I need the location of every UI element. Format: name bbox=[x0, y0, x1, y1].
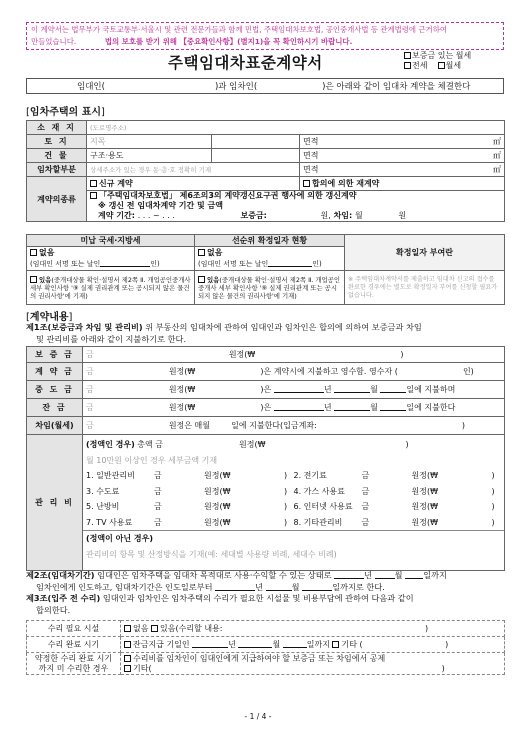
unpaid-exists-cell[interactable]: 있음(중개대상물 확인·설명서 제2쪽 Ⅱ. 개업공인중개사 세부 확인사항 '⑨ 실제 권리관계 또는 공시되지 않은 물건의 권리사항'에 기재) bbox=[27, 271, 195, 305]
checkbox-icon bbox=[151, 625, 158, 632]
land-type[interactable]: 지목 bbox=[87, 135, 212, 149]
notice-line2 bbox=[31, 36, 499, 48]
middle-payment-field[interactable]: 금 원정(₩ )은 년 월 일에 지불하며 bbox=[83, 381, 505, 399]
checkbox-icon bbox=[124, 625, 131, 632]
article1-text: 제1조(보증금과 차임 및 관리비) 위 부동산의 임대차에 관하여 임대인과 임차인은 합의에 의하여 보증금과 차임 및 관리비를 아래와 같이 지불하기로 한다. bbox=[26, 322, 422, 344]
priority-exists-cell[interactable]: 있음(중개대상물 확인·설명서 제2쪽 Ⅱ. 개업공인중개사 세부 확인사항 '⑨ 실제 권리관계 또는 공시되지 않은 물건의 권리사항'에 기재) bbox=[195, 271, 345, 305]
tax-priority-table bbox=[26, 234, 505, 305]
fee-item[interactable]: 7. TV 사용료 금 원정(₩ ) bbox=[86, 517, 288, 527]
checkbox-icon bbox=[303, 180, 310, 187]
repair-need-field[interactable]: 없음 있음(수리할 내용: ) bbox=[121, 621, 505, 637]
article3-text: 제3조(입주 전 수리) 임대인과 임차인은 임차주택의 수리가 필요한 시설물 및 비용부담에 관하여 다음과 같이 합의한다. bbox=[26, 593, 414, 615]
fee-items bbox=[86, 468, 501, 530]
repair-time-label: 수리 완료 시기 bbox=[27, 637, 121, 653]
fixed-date-note-cell: ※ 주택임대차계약서를 제출하고 임대차 신고의 접수를 완료한 경우에는 별도로 확정일자 부여를 신청할 필요가 없습니다. bbox=[345, 271, 505, 305]
address-label: 소 재 지 bbox=[27, 121, 87, 135]
notice-line1: 이 계약서는 법무부가 국토교통부·서울시 및 관련 전문가들과 함께 민법, 주택임대차보호법, 공인중개사법 등 관계법령에 근거하여 bbox=[31, 25, 447, 34]
property-table bbox=[26, 120, 505, 222]
fee-row-field[interactable]: (정액인 경우) 총액 금 원정(₩ ) 월 10만원 이상인 경우 세부금액 기재 1. 일반관리비 금 원정(₩ ) 2. 전기료 금 원정(₩ ) 3. 수도료 금 원정(₩ ) 4. 가스 사용료 금 원정(₩ ) 5. 난방비 금 원정(₩ ) 6. 인터넷 사용료 금 원정(₩ ) 7. TV 사용료 금 원정(₩ ) 8. 기타관리비 금 원정(₩ ) (정액이 아닌 경우) 관리비의 항목 및 산정방식을 기재(예: 세대별 사용량 비례, 세대수 비례) bbox=[83, 435, 505, 571]
lessor-label: 임대인( bbox=[77, 82, 105, 92]
parties-line bbox=[26, 78, 504, 94]
fee-note: 월 10만원 이상인 경우 세부금액 기재 bbox=[86, 455, 218, 465]
repair-unfinished-label: 약정한 수리 완료 시기 까지 미 수리한 경우 bbox=[27, 653, 121, 675]
checkbox-icon bbox=[198, 249, 205, 256]
balance-label: 잔 금 bbox=[27, 399, 83, 417]
fee-item[interactable]: 1. 일반관리비 금 원정(₩ ) bbox=[86, 471, 288, 480]
option-jeonse: 전세 bbox=[412, 61, 428, 70]
down-payment-field[interactable]: 금 원정(₩ )은 계약시에 지불하고 영수함. 영수자 ( 인) bbox=[83, 363, 505, 381]
checkbox-icon[interactable] bbox=[438, 62, 445, 69]
checkbox-icon bbox=[198, 276, 205, 283]
contract-options bbox=[404, 51, 471, 71]
section1-title: [임차주택의 표시] bbox=[26, 107, 105, 118]
checkbox-icon bbox=[124, 665, 131, 672]
checkbox-icon[interactable] bbox=[404, 52, 411, 59]
checkbox-icon[interactable] bbox=[404, 62, 411, 69]
unpaid-tax-header: 미납 국세·지방세 bbox=[27, 235, 195, 247]
leased-part-field[interactable]: 상세주소가 있는 경우 동·층·호 정확히 기재 bbox=[87, 163, 300, 177]
fee-var-note: 관리비의 항목 및 산정방식을 기재(예: 세대별 사용량 비례, 세대수 비례) bbox=[86, 549, 337, 559]
new-contract-option[interactable]: 신규 계약 bbox=[87, 177, 300, 191]
address-field[interactable]: (도로명주소) bbox=[87, 121, 505, 135]
contract-type-label: 계약의종류 bbox=[27, 177, 87, 222]
notice-box bbox=[26, 22, 504, 50]
fixed-date-header: 확정일자 부여란 bbox=[345, 235, 505, 271]
balance-field[interactable]: 금 원정(₩ )은 년 월 일에 지불한다 bbox=[83, 399, 505, 417]
priority-none-cell[interactable]: 없음 (임대인 서명 또는 날인 인) bbox=[195, 247, 345, 271]
fee-item-row bbox=[86, 468, 501, 484]
unpaid-none-cell[interactable]: 없음 (임대인 서명 또는 날인 인) bbox=[27, 247, 195, 271]
repair-need-label: 수리 필요 시설 bbox=[27, 621, 121, 637]
priority-header: 선순위 확정일자 현황 bbox=[195, 235, 345, 247]
building-type[interactable]: 구조·용도 bbox=[87, 149, 212, 163]
fee-item[interactable]: 3. 수도료 금 원정(₩ ) bbox=[86, 486, 288, 496]
option-monthly: 월세 bbox=[445, 61, 462, 70]
article2-text: 제2조(임대차기간) 임대인은 임차주택을 임대차 목적대로 사용·수익할 수 있는 상태로 년 월 일까지 임차인에게 인도하고, 임대차기간은 인도일로부터 년 월 일까지로 한다. bbox=[26, 570, 447, 592]
land-area-field[interactable]: 면적 ㎡ bbox=[300, 135, 505, 149]
building-label: 건 물 bbox=[27, 149, 87, 163]
checkbox-icon bbox=[124, 641, 131, 648]
notice-line2-a: 만들었습니다. bbox=[31, 37, 77, 46]
payment-table bbox=[26, 346, 505, 571]
parties-tail: )은 아래와 같이 임대차 계약을 체결한다 bbox=[322, 82, 471, 92]
renewal-sub: ※ 갱신 전 임대차계약 기간 및 금액 bbox=[98, 201, 223, 210]
checkbox-icon bbox=[90, 180, 97, 187]
fee-item-row bbox=[86, 515, 501, 531]
fee-item[interactable]: 5. 난방비 금 원정(₩ ) bbox=[86, 502, 288, 511]
checkbox-icon bbox=[30, 249, 37, 256]
repair-table bbox=[26, 620, 505, 675]
agreed-renewal-option[interactable]: 합의에 의한 재계약 bbox=[300, 177, 505, 191]
checkbox-icon bbox=[30, 276, 37, 283]
land-label: 토 지 bbox=[27, 135, 87, 149]
checkbox-icon bbox=[90, 192, 97, 199]
repair-unfinished-field[interactable]: 수리비를 임차인이 임대인에게 지급하여야 할 보증금 또는 차임에서 공제 기타( ) bbox=[121, 653, 505, 675]
fee-row-label: 관 리 비 bbox=[27, 435, 83, 571]
lessee-label: )과 임차인( bbox=[214, 82, 258, 92]
deposit-row-field[interactable]: 금 원정(₩ ) bbox=[83, 347, 505, 363]
rent-row-field[interactable]: 금 원정은 매월 일에 지불한다(입금계좌: ) bbox=[83, 417, 505, 435]
fee-item-row bbox=[86, 484, 501, 500]
checkbox-icon bbox=[124, 655, 131, 662]
middle-payment-label: 중 도 금 bbox=[27, 381, 83, 399]
down-payment-label: 계 약 금 bbox=[27, 363, 83, 381]
fee-item[interactable]: 8. 기타관리비 금 원정(₩ ) bbox=[293, 517, 495, 527]
rent-row-label: 차임(월세) bbox=[27, 417, 83, 435]
fee-item-row bbox=[86, 499, 501, 515]
section2-title: [계약내용] bbox=[26, 312, 73, 323]
leased-part-label: 임차할부분 bbox=[27, 163, 87, 177]
period-label: 계약 기간: bbox=[98, 211, 135, 220]
fee-item[interactable]: 4. 가스 사용료 금 원정(₩ ) bbox=[293, 486, 495, 496]
document-title: 주택임대차표준계약서 bbox=[168, 54, 323, 72]
deposit-row-label: 보 증 금 bbox=[27, 347, 83, 363]
notice-line2-b: 법의 보호를 받기 위해 【중요확인사항】(별지1)을 꼭 확인하시기 바랍니다. bbox=[104, 37, 353, 46]
renewal-option[interactable]: 「주택임대차보호법」 제6조의3의 계약갱신요구권 행사에 의한 갱신계약 ※ 갱신 전 임대차계약 기간 및 금액 계약 기간: . . . ~ . . . 보증금: 원, 차임: 월 원 bbox=[87, 191, 505, 222]
fee-item[interactable]: 2. 전기료 금 원정(₩ ) bbox=[293, 471, 495, 480]
page-number: - 1 / 4 - bbox=[244, 712, 272, 721]
fee-item[interactable]: 6. 인터넷 사용료 금 원정(₩ ) bbox=[293, 502, 495, 511]
option-deposit-monthly: 보증금 있는 월세 bbox=[412, 51, 472, 60]
checkbox-icon bbox=[332, 641, 339, 648]
repair-time-field[interactable]: 잔금지급 기일인 년 월 일까지 기타 ( ) bbox=[121, 637, 505, 653]
deposit-label: 보증금: bbox=[240, 211, 267, 220]
rent-label: 차임: bbox=[333, 211, 353, 220]
building-area-field[interactable]: 면적 ㎡ bbox=[300, 149, 505, 163]
leased-area-field[interactable]: 면적 ㎡ bbox=[300, 163, 505, 177]
